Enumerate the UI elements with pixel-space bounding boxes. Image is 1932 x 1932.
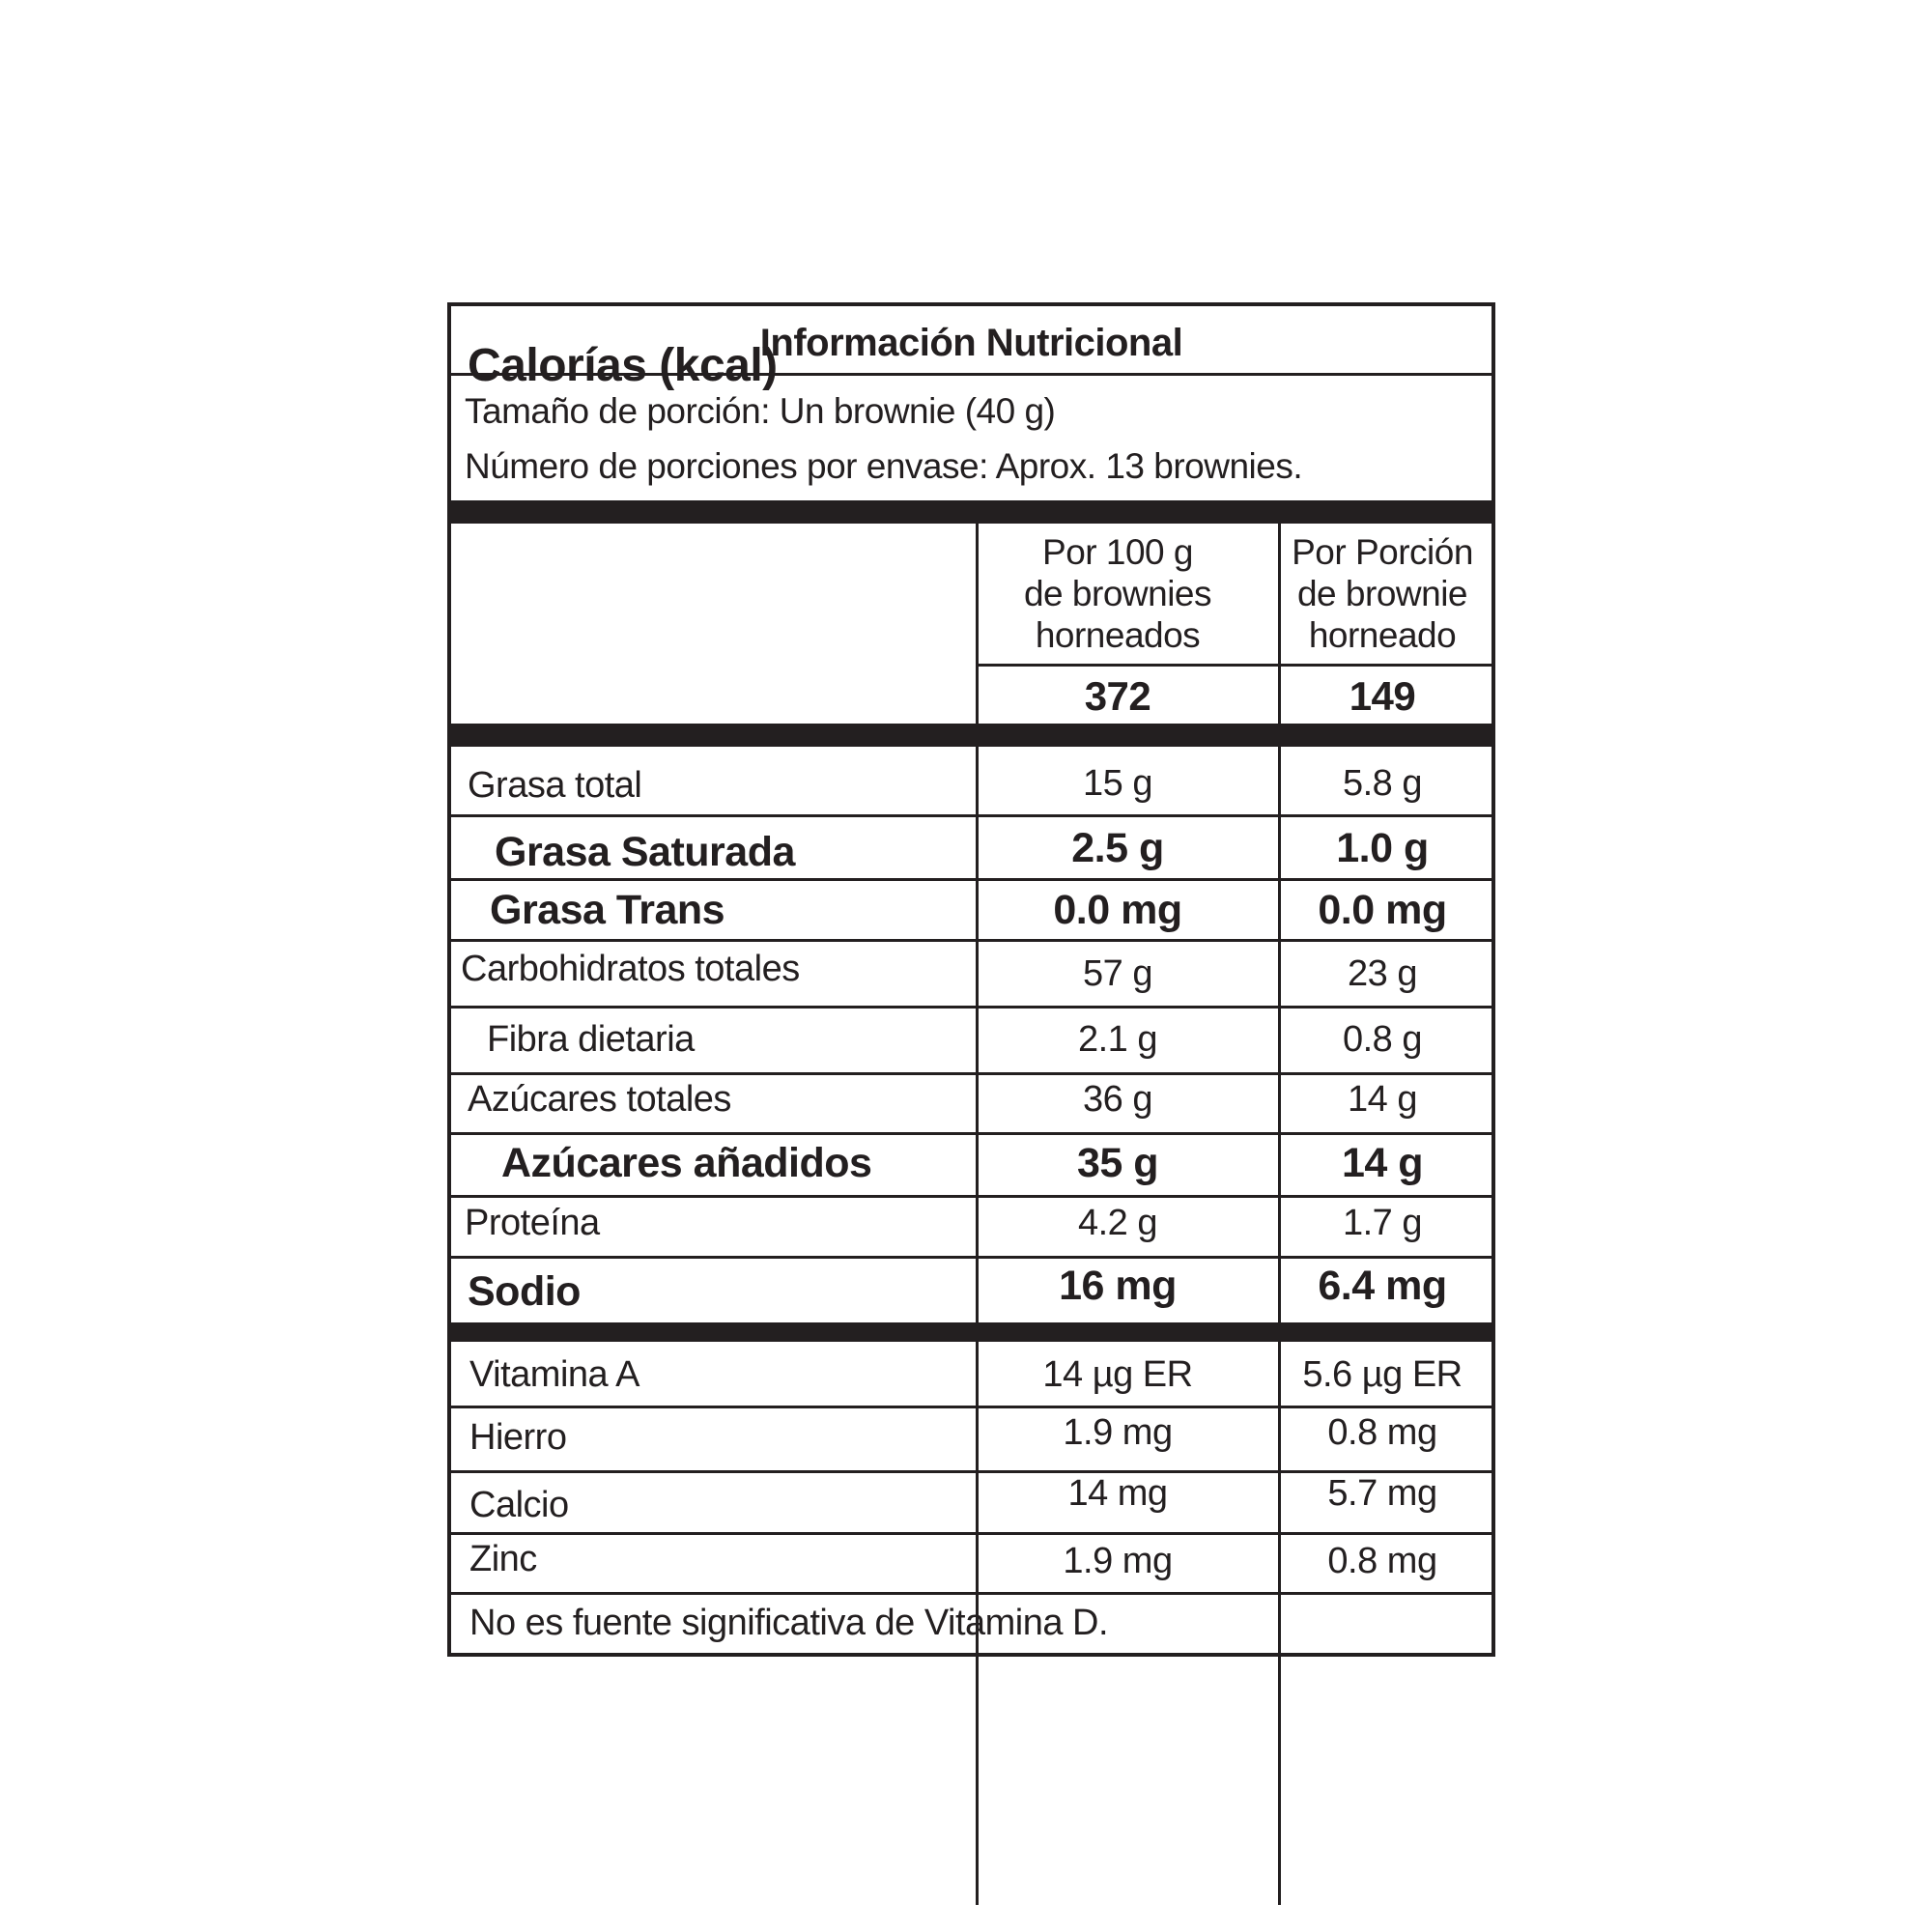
header-divider <box>976 664 1492 667</box>
row-divider <box>451 814 1492 817</box>
nutrient-value-per-portion: 0.8 g <box>1342 1019 1423 1060</box>
micronutrient-value-per-portion: 0.8 mg <box>1327 1412 1437 1453</box>
micronutrient-name-calcium: Calcio <box>469 1485 569 1525</box>
calories-per-100g: 372 <box>1084 673 1151 719</box>
serving-size: Tamaño de porción: Un brownie (40 g) <box>465 391 1056 431</box>
micronutrient-value-per-portion: 0.8 mg <box>1327 1541 1437 1581</box>
micronutrient-value-per-portion: 5.7 mg <box>1327 1473 1437 1514</box>
footnote: No es fuente significativa de Vitamina D. <box>469 1603 1109 1643</box>
col1-header-line2: de brownies <box>1023 574 1211 613</box>
nutrient-value-per-portion: 1.0 g <box>1336 825 1429 871</box>
col1-header-line1: Por 100 g <box>1042 532 1193 572</box>
micronutrient-name-vitamin-a: Vitamina A <box>469 1354 639 1395</box>
nutrient-value-per-portion: 14 g <box>1341 1140 1424 1186</box>
nutrient-value-per100: 36 g <box>1083 1079 1152 1120</box>
row-divider <box>451 1532 1492 1535</box>
col1-header-line3: horneados <box>1035 615 1201 655</box>
micronutrient-value-per100: 14 µg ER <box>1042 1354 1193 1395</box>
nutrient-value-per100: 4.2 g <box>1077 1203 1158 1243</box>
nutrient-name-sodium: Sodio <box>468 1268 581 1315</box>
nutrient-value-per-portion: 1.7 g <box>1342 1203 1423 1243</box>
servings-per-container: Número de porciones por envase: Aprox. 13 brownies. <box>465 446 1303 486</box>
thick-divider <box>451 1322 1492 1342</box>
micronutrient-name-zinc: Zinc <box>469 1539 537 1579</box>
row-divider <box>451 1132 1492 1135</box>
nutrient-name-total-fat: Grasa total <box>468 765 642 806</box>
row-divider <box>451 1256 1492 1259</box>
label-title: Información Nutricional <box>759 322 1183 364</box>
nutrient-value-per-portion: 14 g <box>1348 1079 1417 1120</box>
nutrient-value-per-portion: 23 g <box>1348 953 1417 994</box>
nutrient-value-per-portion: 0.0 mg <box>1318 887 1447 933</box>
row-divider <box>451 1195 1492 1198</box>
micronutrient-name-iron: Hierro <box>469 1417 567 1458</box>
row-divider <box>451 1592 1492 1595</box>
calories-per-portion: 149 <box>1349 673 1416 719</box>
nutrient-name-total-carbs: Carbohidratos totales <box>461 949 800 989</box>
micronutrient-value-per100: 14 mg <box>1067 1473 1168 1514</box>
row-divider <box>451 1406 1492 1408</box>
micronutrient-value-per100: 1.9 mg <box>1063 1541 1173 1581</box>
nutrient-value-per100: 35 g <box>1076 1140 1159 1186</box>
nutrient-value-per100: 0.0 mg <box>1053 887 1182 933</box>
col2-header-line1: Por Porción <box>1292 532 1473 572</box>
nutrient-value-per100: 2.1 g <box>1077 1019 1158 1060</box>
nutrient-value-per100: 16 mg <box>1059 1263 1177 1309</box>
row-divider <box>451 1072 1492 1075</box>
nutrient-name-protein: Proteína <box>465 1203 600 1243</box>
col2-header-line2: de brownie <box>1296 574 1467 613</box>
micronutrient-value-per100: 1.9 mg <box>1063 1412 1173 1453</box>
nutrient-name-added-sugars: Azúcares añadidos <box>501 1140 872 1186</box>
row-divider <box>451 878 1492 881</box>
nutrient-name-total-sugars: Azúcares totales <box>468 1079 731 1120</box>
nutrient-name-trans-fat: Grasa Trans <box>490 887 725 933</box>
nutrient-value-per100: 57 g <box>1083 953 1152 994</box>
nutrient-value-per100: 15 g <box>1083 763 1152 804</box>
nutrient-value-per-portion: 5.8 g <box>1342 763 1423 804</box>
nutrient-value-per100: 2.5 g <box>1071 825 1164 871</box>
thick-divider <box>451 500 1492 524</box>
nutrient-name-fiber: Fibra dietaria <box>487 1019 695 1060</box>
col2-header-line3: horneado <box>1308 615 1457 655</box>
row-divider <box>451 1006 1492 1009</box>
thick-divider <box>451 724 1492 747</box>
nutrition-facts-label <box>447 302 1495 1657</box>
row-divider <box>451 939 1492 942</box>
calories-label: Calorías (kcal) <box>468 340 778 391</box>
nutrient-value-per-portion: 6.4 mg <box>1318 1263 1447 1309</box>
micronutrient-value-per-portion: 5.6 µg ER <box>1302 1354 1463 1395</box>
nutrient-name-saturated-fat: Grasa Saturada <box>495 829 795 875</box>
